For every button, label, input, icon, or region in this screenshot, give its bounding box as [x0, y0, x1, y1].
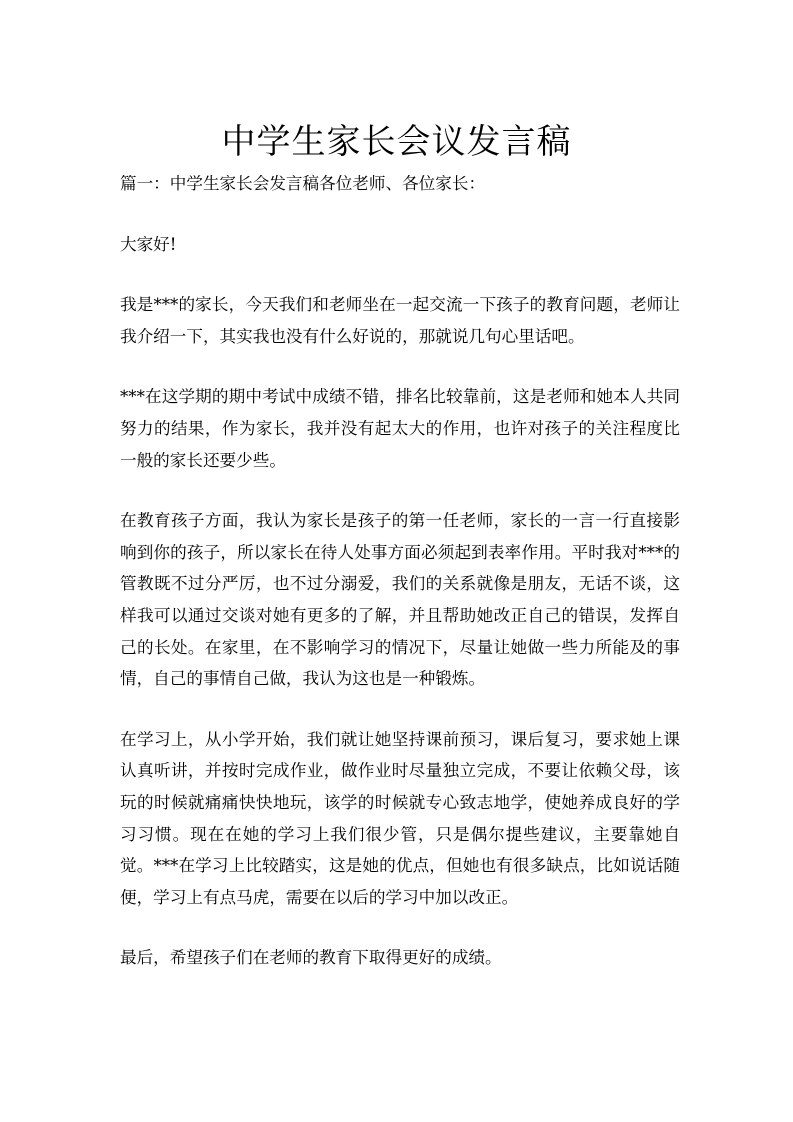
- paragraph-closing: 最后，希望孩子们在老师的教育下取得更好的成绩。: [120, 948, 502, 968]
- paragraph-heading-line: 篇一：中学生家长会发言稿各位老师、各位家长：: [120, 174, 486, 193]
- paragraph-greeting: 大家好!: [120, 234, 177, 254]
- document-body: [120, 168, 680, 974]
- paragraph-study-habits: 在学习上，从小学开始，我们就让她坚持课前预习，课后复习，要求她上课认真听讲，并按时完成作业，做作业时尽量独立完成，不要让依赖父母，该玩的时候就痛痛快快地玩，该学的时候就专心致志地学，使她养成良好的学习习惯。现在在她的学习上我们很少管，只是偶尔提些建议，主要靠她自觉。***在学习上比较踏实，这是她的优点，但她也有很多缺点，比如说话随便，学习上有点马虎，需要在以后的学习中加以改正。: [120, 729, 680, 907]
- paragraph-introduction: 我是***的家长，今天我们和老师坐在一起交流一下孩子的教育问题，老师让我介绍一下，其实我也没有什么好说的，那就说几句心里话吧。: [120, 295, 680, 346]
- document-title: 中学生家长会议发言稿: [221, 121, 572, 162]
- paragraph-exam-results: ***在这学期的期中考试中成绩不错，排名比较靠前，这是老师和她本人共同努力的结果，作为家长，我并没有起太大的作用，也许对孩子的关注程度比一般的家长还要少些。: [120, 387, 680, 470]
- paragraph-parenting: 在教育孩子方面，我认为家长是孩子的第一任老师，家长的一言一行直接影响到你的孩子，所以家长在待人处事方面必须起到表率作用。平时我对***的管教既不过分严厉，也不过分溺爱，我们的关系就像是朋友，无话不谈，这样我可以通过交谈对她有更多的了解，并且帮助她改正自己的错误，发挥自己的长处。在家里，在不影响学习的情况下，尽量让她做一些力所能及的事情，自己的事情自己做，我认为这也是一种锻炼。: [120, 511, 680, 689]
